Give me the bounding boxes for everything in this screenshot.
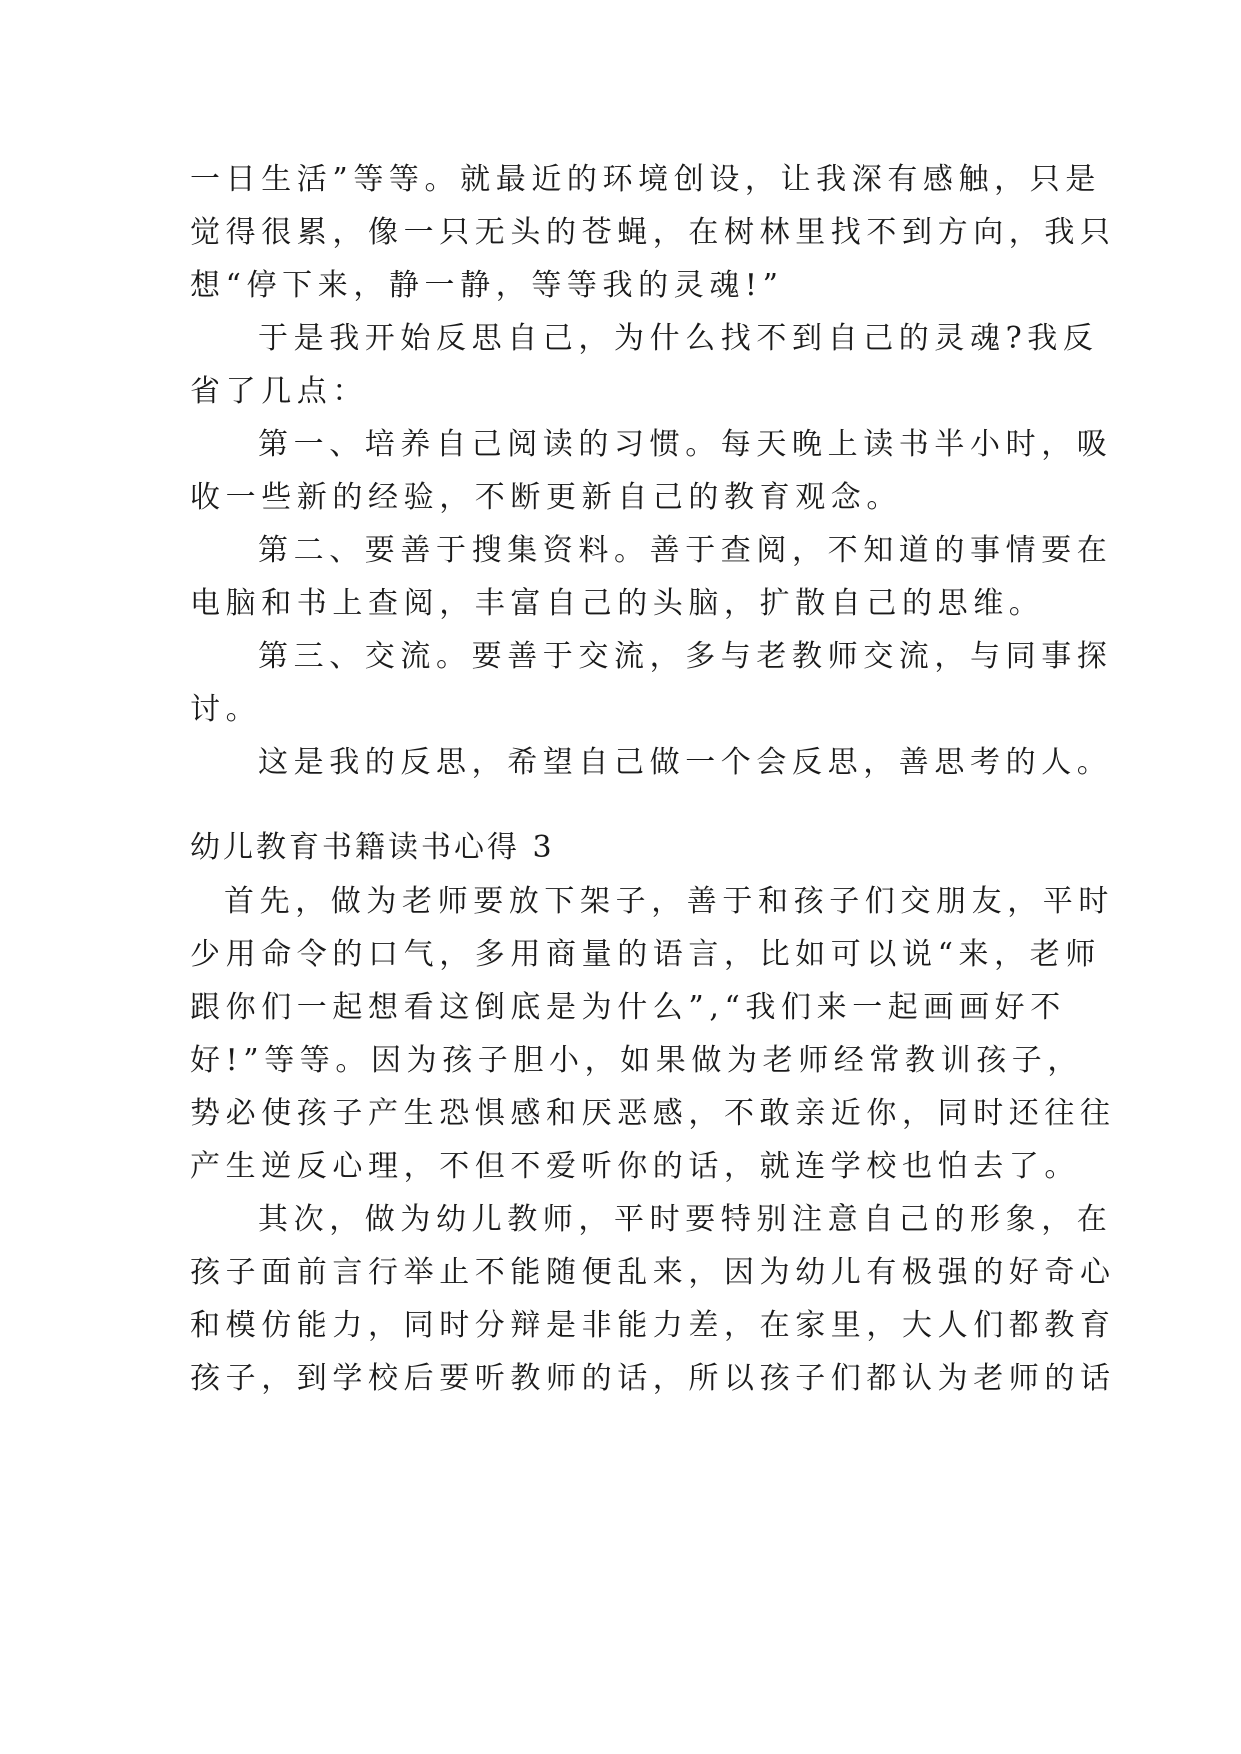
paragraph-line: 第一、培养自己阅读的习惯。每天晚上读书半小时，吸 xyxy=(258,427,1113,462)
paragraph-line: 好!”等等。因为孩子胆小，如果做为老师经常教训孩子， xyxy=(190,1043,1083,1078)
paragraph-line: 产生逆反心理，不但不爱听你的话，就连学校也怕去了。 xyxy=(190,1149,1080,1184)
paragraph-line: 第三、交流。要善于交流，多与老教师交流，与同事探 xyxy=(258,639,1113,674)
paragraph-line: 讨。 xyxy=(190,692,262,727)
paragraph-line: 孩子，到学校后要听教师的话，所以孩子们都认为老师的话 xyxy=(190,1361,1116,1396)
paragraph-line: 少用命令的口气，多用商量的语言，比如可以说“来，老师 xyxy=(190,937,1101,972)
paragraph-line: 跟你们一起想看这倒底是为什么”,“我们来一起画画好不 xyxy=(190,990,1066,1025)
paragraph-line: 于是我开始反思自己，为什么找不到自己的灵魂?我反 xyxy=(258,321,1099,356)
paragraph-line: 觉得很累，像一只无头的苍蝇，在树林里找不到方向，我只 xyxy=(190,215,1116,250)
paragraph-line: 一日生活”等等。就最近的环境创设，让我深有感触，只是 xyxy=(190,162,1101,197)
section-heading: 幼儿教育书籍读书心得 3 xyxy=(190,830,555,865)
paragraph-line: 这是我的反思，希望自己做一个会反思，善思考的人。 xyxy=(258,745,1113,780)
paragraph-line: 电脑和书上查阅，丰富自己的头脑，扩散自己的思维。 xyxy=(190,586,1045,621)
paragraph-line: 孩子面前言行举止不能随便乱来，因为幼儿有极强的好奇心 xyxy=(190,1255,1116,1290)
paragraph-line: 和模仿能力，同时分辩是非能力差，在家里，大人们都教育 xyxy=(190,1308,1116,1343)
paragraph-line: 收一些新的经验，不断更新自己的教育观念。 xyxy=(190,480,902,515)
paragraph-line: 第二、要善于搜集资料。善于查阅，不知道的事情要在 xyxy=(258,533,1113,568)
paragraph-line: 想“停下来，静一静，等等我的灵魂!” xyxy=(190,268,784,303)
paragraph-line: 其次，做为幼儿教师，平时要特别注意自己的形象，在 xyxy=(258,1202,1113,1237)
paragraph-line: 省了几点： xyxy=(190,374,368,409)
paragraph-line: 首先，做为老师要放下架子，善于和孩子们交朋友，平时 xyxy=(224,884,1114,919)
paragraph-line: 势必使孩子产生恐惧感和厌恶感，不敢亲近你，同时还往往 xyxy=(190,1096,1116,1131)
